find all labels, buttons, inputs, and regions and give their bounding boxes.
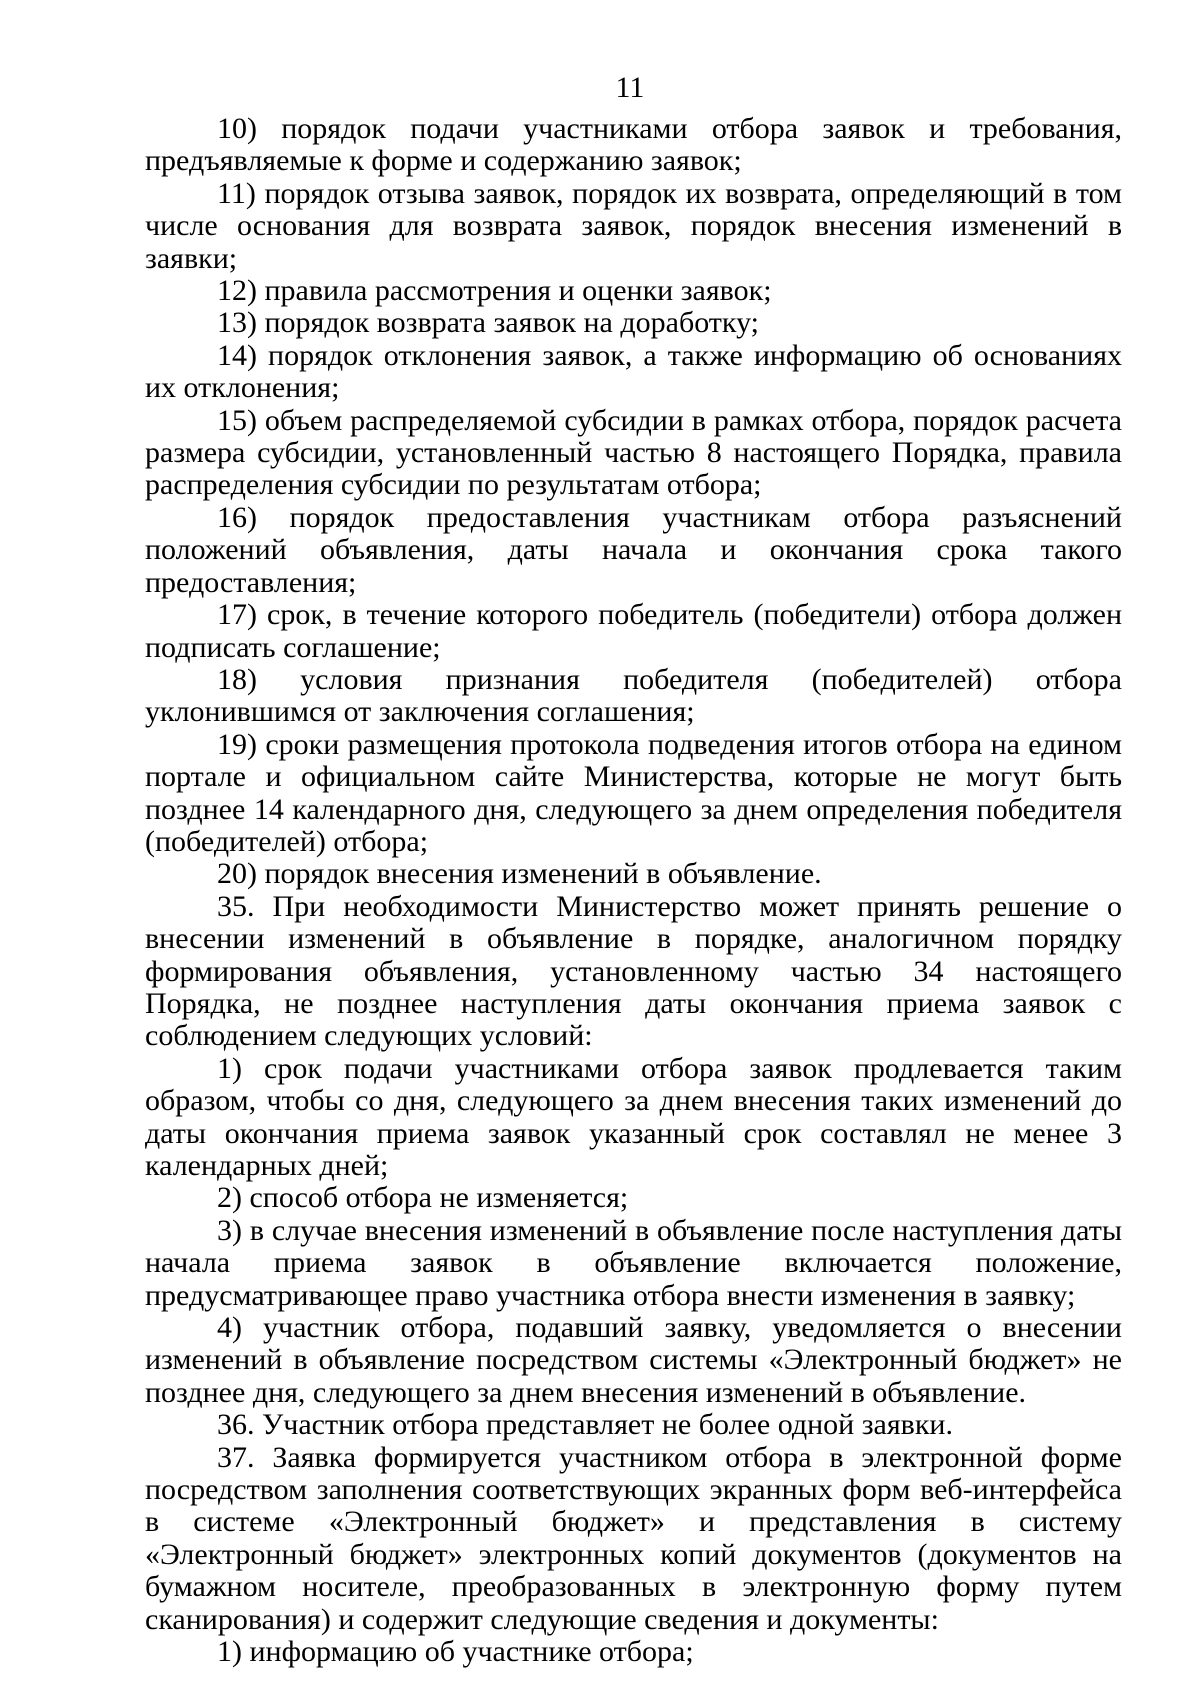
paragraph-item-11: 11) порядок отзыва заявок, порядок их возврата, определяющий в том числе основания для возврата заявок, порядок внесения изменений в заявки; [145, 176, 1122, 275]
paragraph-item-12: 12) правила рассмотрения и оценки заявок; [217, 274, 772, 308]
paragraph-section-36: 36. Участник отбора представляет не более одной заявки. [217, 1408, 953, 1442]
paragraph-item-13: 13) порядок возврата заявок на доработку; [217, 306, 760, 340]
paragraph-section-35: 35. При необходимости Министерство может принять решение о внесении изменений в объявление в порядке, аналогичном порядку формирования объявления, установленному частью 34 настоящего Порядка, не позднее наступления даты окончания приема заявок с соблюдением следующих условий: [145, 889, 1122, 1053]
paragraph-item-16: 16) порядок предоставления участникам отбора разъяснений положений объявления, даты начала и окончания срока такого предоставления; [145, 500, 1122, 599]
paragraph-condition-4: 4) участник отбора, подавший заявку, уведомляется о внесении изменений в объявление посредством системы «Электронный бюджет» не позднее дня, следующего за днем внесения изменений в объявление. [145, 1311, 1122, 1409]
paragraph-item-14: 14) порядок отклонения заявок, а также информацию об основаниях их отклонения; [145, 338, 1122, 405]
document-body [145, 113, 1122, 1669]
paragraph-item-19: 19) сроки размещения протокола подведения итогов отбора на едином портале и официальном сайте Министерства, которые не могут быть позднее 14 календарного дня, следующего за днем определения победителя (победителей) отбора; [145, 727, 1122, 858]
paragraph-condition-2: 2) способ отбора не изменяется; [217, 1181, 629, 1215]
paragraph-info-1: 1) информацию об участнике отбора; [217, 1635, 694, 1669]
paragraph-item-10: 10) порядок подачи участниками отбора заявок и требования, предъявляемые к форме и содержанию заявок; [145, 112, 1122, 178]
paragraph-item-15: 15) объем распределяемой субсидии в рамках отбора, порядок расчета размера субсидии, установленный частью 8 настоящего Порядка, правила распределения субсидии по результатам отбора; [145, 403, 1122, 502]
paragraph-item-17: 17) срок, в течение которого победитель (победители) отбора должен подписать соглашение; [145, 598, 1122, 664]
paragraph-item-18: 18) условия признания победителя (победителей) отбора уклонившимся от заключения соглашения; [145, 662, 1122, 729]
paragraph-condition-3: 3) в случае внесения изменений в объявление после наступления даты начала приема заявок в объявление включается положение, предусматривающее право участника отбора внести изменения в заявку; [145, 1213, 1122, 1312]
paragraph-section-37: 37. Заявка формируется участником отбора в электронной форме посредством заполнения соответствующих экранных форм веб-интерфейса в системе «Электронный бюджет» и представления в систему «Электронный бюджет» электронных копий документов (документов на бумажном носителе, преобразованных в электронную форму путем сканирования) и содержит следующие сведения и документы: [145, 1440, 1122, 1636]
paragraph-condition-1: 1) срок подачи участниками отбора заявок продлевается таким образом, чтобы со дня, следующего за днем внесения таких изменений до даты окончания приема заявок указанный срок составлял не менее 3 календарных дней; [145, 1051, 1122, 1182]
paragraph-item-20: 20) порядок внесения изменений в объявление. [217, 857, 822, 891]
page-number: 11 [615, 71, 645, 104]
